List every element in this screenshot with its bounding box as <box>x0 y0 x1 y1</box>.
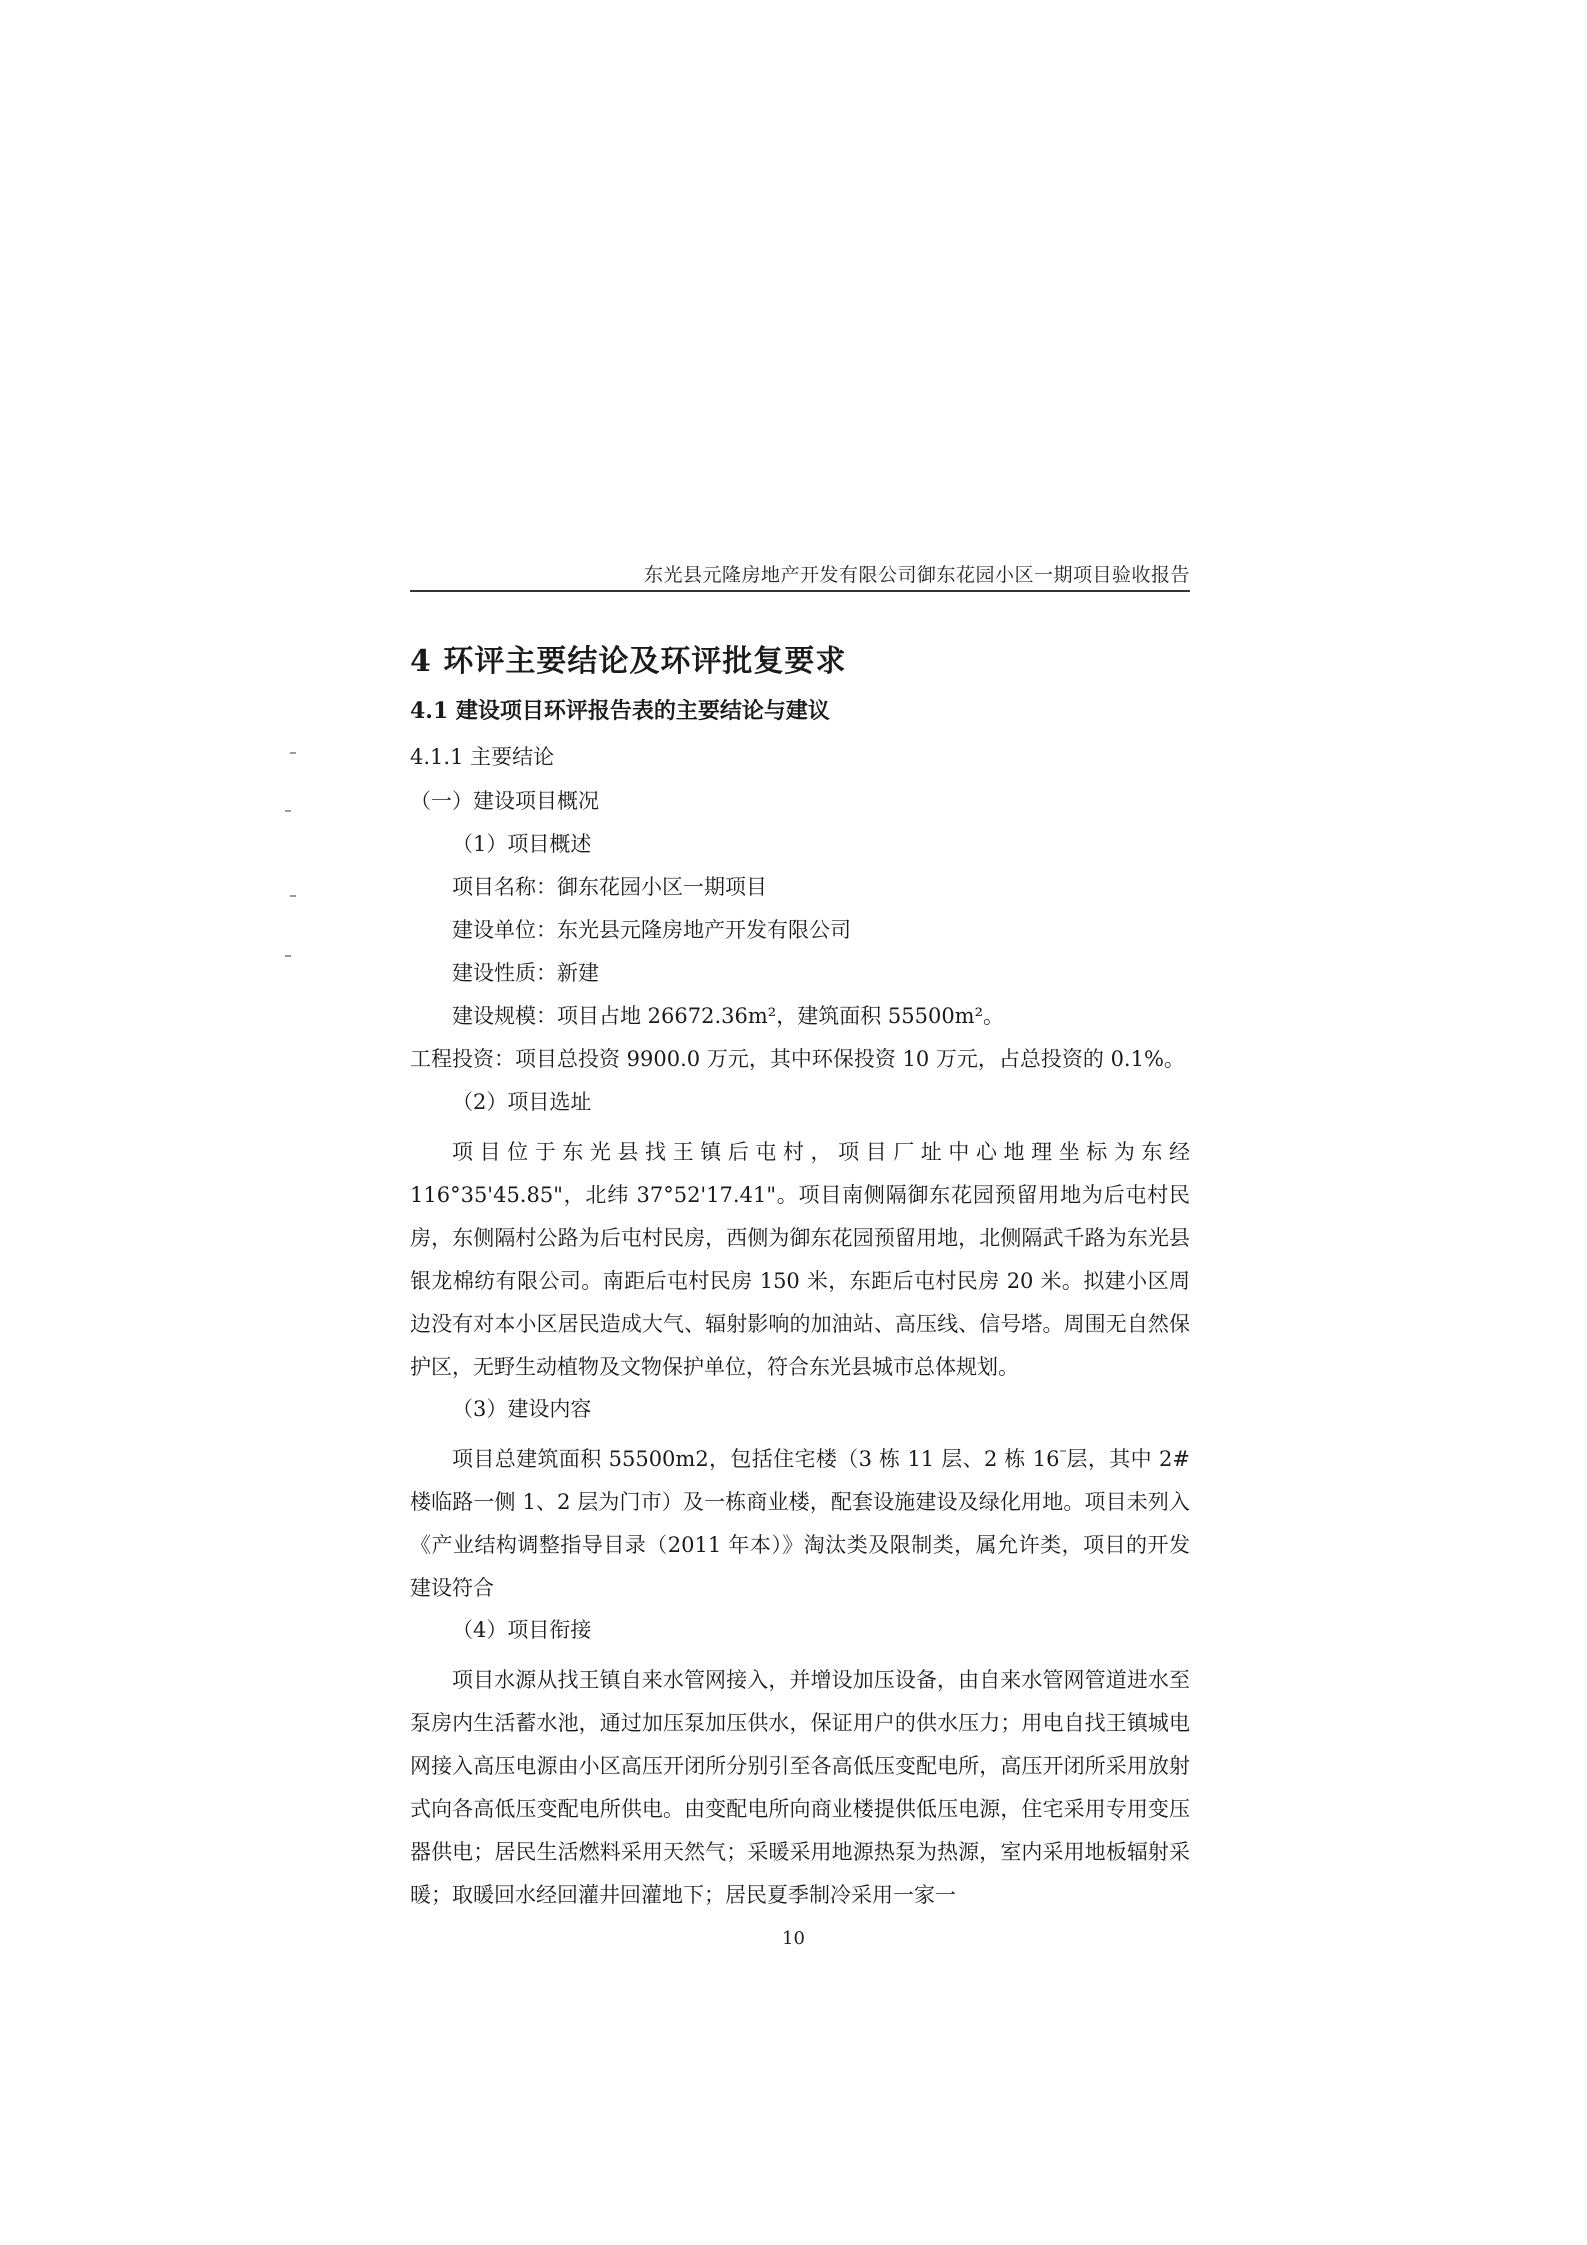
construction-paragraph: 项目总建筑面积 55500m2，包括住宅楼（3 栋 11 层、2 栋 16 层，其中 2#楼临路一侧 1、2 层为门市）及一栋商业楼，配套设施建设及绿化用地。项目未列入《产业结构调整指导目录（2011 年本）》淘汰类及限制类，属允许类，项目的开发建设符合 <box>410 1447 1190 1600</box>
scan-mark <box>285 955 291 957</box>
nature-line: 建设性质：新建 <box>452 961 599 985</box>
page-number: 10 <box>782 1928 805 1949</box>
chapter-title: 4 环评主要结论及环评批复要求 <box>410 644 847 679</box>
item-title: （2）项目选址 <box>452 1090 592 1114</box>
item-title: （4）项目衔接 <box>452 1618 592 1642</box>
scan-mark <box>285 810 291 812</box>
section-title: 4.1 建设项目环评报告表的主要结论与建议 <box>410 698 830 724</box>
running-header: 东光县元隆房地产开发有限公司御东花园小区一期项目验收报告 <box>643 564 1190 586</box>
subsection-title: 4.1.1 主要结论 <box>410 745 555 769</box>
connection-paragraph: 项目水源从找王镇自来水管网接入，并增设加压设备，由自来水管网管道进水至泵房内生活蓄水池，通过加压泵加压供水，保证用户的供水压力；用电自找王镇城电网接入高压电源由小区高压开闭所分别引至各高低压变配电所，高压开闭所采用放射式向各高低压变配电所供电。由变配电所向商业楼提供低压电源，住宅采用专用变压器供电；居民生活燃料采用天然气；采暖采用地源热泵为热源，室内采用地板辐射采暖；取暖回水经回灌井回灌地下；居民夏季制冷采用一家一 <box>410 1668 1190 1907</box>
scan-mark <box>290 752 296 754</box>
scan-mark <box>290 895 296 897</box>
header-rule <box>410 590 1190 592</box>
investment-line: 工程投资：项目总投资 9900.0 万元，其中环保投资 10 万元，占总投资的 0.1%。 <box>410 1047 1185 1071</box>
item-title: （1）项目概述 <box>452 832 592 856</box>
part-title: （一）建设项目概况 <box>410 789 599 813</box>
main-content <box>410 620 1190 1917</box>
location-paragraph: 项目位于东光县找王镇后屯村，项目厂址中心地理坐标为东经116°35'45.85"，北纬 37°52'17.41"。项目南侧隔御东花园预留用地为后屯村民房，东侧隔村公路为后屯村民房，西侧为御东花园预留用地，北侧隔武千路为东光县银龙棉纺有限公司。南距后屯村民房 150 米，东距后屯村民房 20 米。拟建小区周边没有对本小区居民造成大气、辐射影响的加油站、高压线、信号塔。周围无自然保护区，无野生动植物及文物保护单位，符合东光县城市总体规划。 <box>410 1140 1190 1379</box>
item-title: （3）建设内容 <box>452 1397 592 1421</box>
scale-line: 建设规模：项目占地 26672.36m²，建筑面积 55500m²。 <box>452 1004 1005 1028</box>
project-name-line: 项目名称：御东花园小区一期项目 <box>452 875 767 899</box>
developer-line: 建设单位：东光县元隆房地产开发有限公司 <box>452 918 851 942</box>
